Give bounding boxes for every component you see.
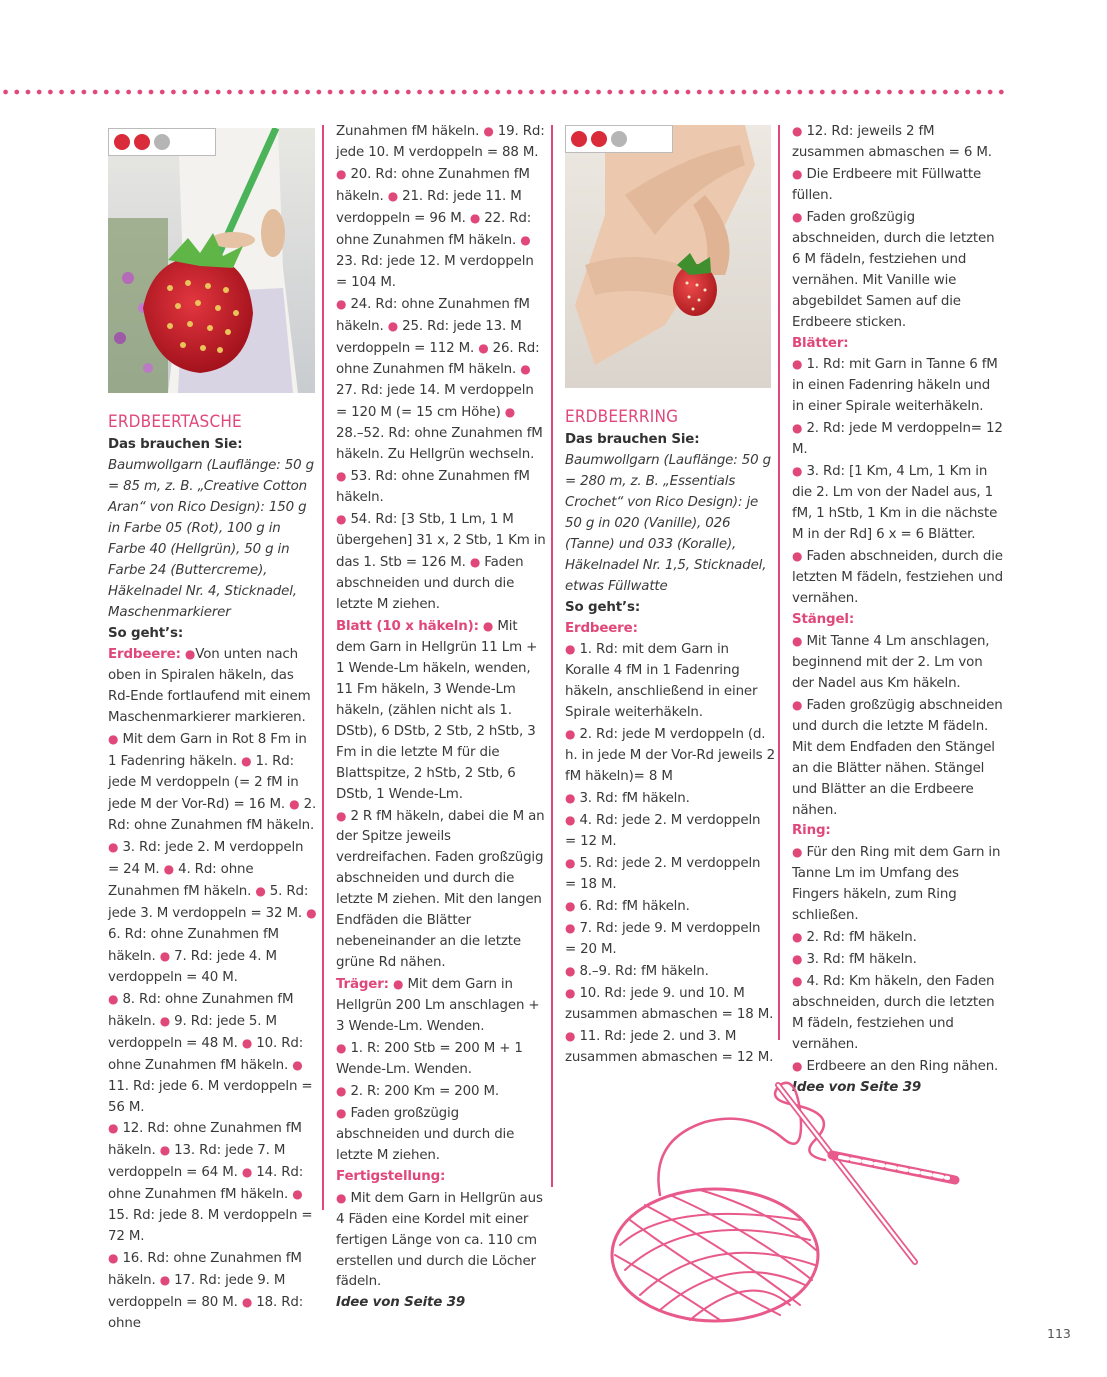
bullet-dot-icon: ●	[792, 845, 803, 860]
instructions-heading: So geht’s:	[565, 599, 641, 615]
instruction-text: 3. Rd: [1 Km, 4 Lm, 1 Km in die 2. Lm von der Nadel aus, 1 fM, 1 hStb, 1 Km in die nächste M in der Rd] 6 x = 6 Blätter.	[792, 464, 998, 543]
bullet-dot-icon: ●	[792, 974, 803, 989]
instruction-text: 19. Rd: jede 10. M verdoppeln = 88 M.	[336, 124, 545, 160]
yarn-and-crochet-hook-illustration	[600, 1070, 980, 1330]
instruction-text: 2. Rd: jede M verdoppeln= 12 M.	[792, 421, 1003, 458]
instruction-text: 9. Rd: jede 5. M verdoppeln = 48 M.	[108, 1013, 277, 1051]
materials-heading: Das brauchen Sie:	[565, 431, 700, 447]
bullet-dot-icon: ●	[504, 405, 516, 420]
bullet-dot-icon: ●	[792, 549, 803, 564]
bullet-dot-icon: ●	[565, 856, 576, 871]
instruction-text: 21. Rd: jede 11. M verdoppeln = 96 M.	[336, 188, 522, 226]
materials-text: Baumwollgarn (Lauflänge: 50 g = 280 m, z. B. „Essentials Crochet“ von Rico Design): je 50 g in 020 (Vanille), 026 (Tanne) und 033 (Koralle), Häkelnadel Nr. 1,5, Sticknadel, etwas Füllwatte	[565, 452, 771, 594]
materials-heading: Das brauchen Sie:	[108, 436, 243, 452]
instruction-text: 12. Rd: ohne Zunahmen fM häkeln.	[108, 1121, 302, 1159]
instruction-text: 11. Rd: jede 6. M verdoppeln = 56 M.	[108, 1078, 313, 1115]
instruction-text: 16. Rd: ohne Zunahmen fM häkeln.	[108, 1251, 302, 1289]
bullet-dot-icon: ●	[482, 618, 494, 633]
instruction-text: Zunahmen fM häkeln.	[336, 124, 480, 139]
bullet-dot-icon: ●	[336, 1083, 347, 1098]
materials-text: Baumwollgarn (Lauflänge: 50 g = 85 m, z. B. „Creative Cotton Aran“ von Rico Design): 150 g in Farbe 05 (Rot), 100 g in Farbe 40 (Hellgrün), 50 g in Farbe 24 (Buttercreme), Häkelnadel Nr. 4, Sticknadel, Maschenmarkierer	[108, 457, 314, 620]
instruction-text: 2. R: 200 Km = 200 M.	[350, 1083, 499, 1099]
bullet-dot-icon: ●	[565, 985, 576, 1000]
instruction-text: Faden großzügig abschneiden und durch die letzte M ziehen.	[336, 1105, 515, 1163]
bullet-dot-icon: ●	[336, 166, 347, 181]
bullet-dot-icon: ●	[478, 340, 489, 355]
instruction-text: 4. Rd: ohne Zunahmen fM häkeln.	[108, 862, 254, 899]
instruction-text: 2. Rd: jede M verdoppeln (d. h. in jede M der Vor-Rd jeweils 2 fM häkeln)= 8 M	[565, 727, 775, 785]
instruction-text: 1. Rd: mit dem Garn in Koralle 4 fM in 1 Fadenring häkeln, anschließend in einer Spirale weiterhäkeln.	[565, 642, 758, 721]
instruction-text: 4. Rd: Km häkeln, den Faden abschneiden, durch die letzten M fädeln, festziehen und vernähen.	[792, 974, 995, 1052]
bullet-dot-icon: ●	[159, 1273, 171, 1288]
instruction-text: 1. Rd: mit Garn in Tanne 6 fM in einen Fadenring häkeln und in einer Spirale weiterhäkeln.	[792, 357, 998, 415]
subheading: Stängel:	[792, 611, 855, 627]
strawberry-ring-photo	[565, 125, 771, 388]
subheading: Ring:	[792, 823, 831, 839]
bullet-dot-icon: ●	[241, 1035, 253, 1050]
column-separator	[551, 125, 553, 1187]
instruction-text: 2 R fM häkeln, dabei die M an der Spitze jeweils verdreifachen. Faden großzügig abschneiden und durch die letzte M ziehen. Mit den langen Endfäden die Blätter nebeneinander an die letzte grüne Rd nähen.	[336, 808, 545, 971]
bullet-dot-icon: ●	[336, 808, 347, 823]
instruction-text: Mit dem Garn in Hellgrün 11 Lm + 1 Wende-Lm häkeln, wenden, 11 Fm häkeln, 3 Wende-Lm häkeln, (zählen nicht als 1. DStb), 6 DStb, 2 Stb, 2 hStb, 3 Fm in die letzte M für die Blattspitze, 2 hStb, 2 Stb, 6 DStb, 1 Wende-Lm.	[336, 618, 538, 802]
instruction-text: 25. Rd: jede 13. M verdoppeln = 112 M.	[336, 318, 522, 356]
bullet-dot-icon: ●	[393, 977, 404, 992]
bullet-dot-icon: ●	[108, 840, 119, 855]
instruction-text: 10. Rd: jede 9. und 10. M zusammen abmaschen = 18 M.	[565, 985, 774, 1022]
bullet-dot-icon: ●	[792, 357, 803, 372]
instruction-text: 24. Rd: ohne Zunahmen fM häkeln.	[336, 296, 530, 334]
bullet-dot-icon: ●	[159, 1143, 171, 1158]
instruction-text: 26. Rd: ohne Zunahmen fM häkeln.	[336, 340, 540, 378]
bullet-dot-icon: ●	[292, 1187, 303, 1202]
bullet-dot-icon: ●	[792, 930, 803, 945]
bullet-dot-icon: ●	[792, 166, 803, 181]
instruction-text: 3. Rd: jede 2. M verdoppeln = 24 M.	[108, 840, 304, 878]
instructions-heading: So geht’s:	[108, 625, 184, 641]
bullet-dot-icon: ●	[241, 754, 252, 769]
instruction-text: 22. Rd: ohne Zunahmen fM häkeln.	[336, 210, 532, 248]
difficulty-badge	[108, 128, 216, 156]
bullet-dot-icon: ●	[565, 727, 576, 742]
bullet-dot-icon: ●	[469, 210, 481, 225]
bullet-dot-icon: ●	[108, 732, 119, 747]
column-erdbeerring-continued	[792, 121, 1004, 1099]
subheading: Blatt (10 x häkeln):	[336, 618, 479, 634]
instruction-text: 28.–52. Rd: ohne Zunahmen fM häkeln. Zu Hellgrün wechseln.	[336, 426, 543, 463]
bullet-dot-icon: ●	[483, 124, 494, 138]
bullet-dot-icon: ●	[792, 209, 803, 224]
difficulty-badge	[565, 125, 673, 153]
bullet-dot-icon: ●	[565, 791, 576, 806]
column-separator	[778, 125, 780, 1040]
instruction-text: 13. Rd: jede 7. M verdoppeln = 64 M.	[108, 1143, 286, 1181]
bullet-dot-icon: ●	[163, 862, 174, 877]
page-number: 113	[1047, 1326, 1071, 1341]
subheading: Träger:	[336, 977, 389, 993]
idea-reference: Idee von Seite 39	[336, 1295, 466, 1311]
bullet-dot-icon: ●	[255, 883, 266, 898]
subheading: Fertigstellung:	[336, 1168, 446, 1184]
instruction-text: 1. R: 200 Stb = 200 M + 1 Wende-Lm. Wenden.	[336, 1040, 523, 1077]
yarn-ball-red-icon	[571, 131, 587, 147]
column-separator	[322, 125, 324, 1210]
instruction-text: 2. Rd: ohne Zunahmen fM häkeln.	[108, 797, 317, 834]
bullet-dot-icon: ●	[520, 362, 531, 377]
instruction-text: 5. Rd: jede 3. M verdoppeln = 32 M.	[108, 883, 309, 921]
bullet-dot-icon: ●	[292, 1057, 303, 1072]
instruction-text: Mit Tanne 4 Lm anschlagen, beginnend mit der 2. Lm von der Nadel aus Km häkeln.	[792, 633, 990, 691]
bullet-dot-icon: ●	[792, 633, 803, 648]
yarn-ball-red-icon	[134, 134, 150, 150]
instruction-text: Mit dem Garn in Hellgrün 200 Lm anschlagen + 3 Wende-Lm. Wenden.	[336, 977, 540, 1035]
yarn-ball-red-icon	[114, 134, 130, 150]
instruction-text: 12. Rd: jeweils 2 fM zusammen abmaschen = 6 M.	[792, 124, 992, 160]
bullet-dot-icon: ●	[565, 898, 576, 913]
bullet-dot-icon: ●	[241, 1295, 253, 1310]
bullet-dot-icon: ●	[792, 464, 803, 479]
bullet-dot-icon: ●	[792, 697, 803, 712]
bullet-dot-icon: ●	[565, 920, 576, 935]
strawberry-bag-photo	[108, 128, 315, 393]
bullet-dot-icon: ●	[241, 1165, 253, 1180]
bullet-dot-icon: ●	[289, 797, 300, 812]
instruction-text: 6. Rd: fM häkeln.	[579, 898, 690, 914]
idea-reference: Idee von Seite 39	[792, 1079, 922, 1095]
instruction-text: 18. Rd: ohne	[108, 1295, 304, 1332]
bullet-dot-icon: ●	[336, 469, 347, 484]
bullet-dot-icon: ●	[565, 1028, 576, 1043]
bullet-dot-icon: ●	[306, 905, 317, 920]
bullet-dot-icon: ●	[520, 232, 531, 247]
instruction-text: 10. Rd: ohne Zunahmen fM häkeln.	[108, 1035, 304, 1073]
instruction-text: 4. Rd: jede 2. M verdoppeln = 12 M.	[565, 813, 761, 850]
bullet-dot-icon: ●	[792, 1058, 803, 1073]
instruction-text: 23. Rd: jede 12. M verdoppeln = 104 M.	[336, 253, 534, 290]
bullet-dot-icon: ●	[565, 642, 576, 657]
bullet-dot-icon: ●	[792, 421, 803, 436]
instruction-text: Faden abschneiden, durch die letzten M fädeln, festziehen und vernähen.	[792, 549, 1003, 606]
instruction-text: 2. Rd: fM häkeln.	[806, 930, 917, 946]
column-erdbeertasche	[108, 412, 318, 1335]
dotted-divider	[0, 88, 1005, 96]
instruction-text: 3. Rd: fM häkeln.	[579, 791, 690, 807]
instruction-text: 7. Rd: jede 4. M verdoppeln = 40 M.	[108, 948, 277, 985]
section-title: ERDBEERRING	[565, 407, 679, 427]
instruction-text: Erdbeere an den Ring nähen.	[806, 1058, 999, 1074]
instruction-text: 27. Rd: jede 14. M verdoppeln = 120 M (= 15 cm Höhe)	[336, 383, 534, 421]
yarn-ball-grey-icon	[154, 134, 170, 150]
yarn-ball-red-icon	[591, 131, 607, 147]
instruction-text: 5. Rd: jede 2. M verdoppeln = 18 M.	[565, 856, 761, 892]
instruction-text: Mit dem Garn in Rot 8 Fm in 1 Fadenring häkeln.	[108, 732, 307, 770]
instruction-text: 53. Rd: ohne Zunahmen fM häkeln.	[336, 469, 530, 506]
bullet-dot-icon: ●	[387, 188, 399, 203]
bullet-dot-icon: ●	[336, 1105, 347, 1120]
instruction-text: Für den Ring mit dem Garn in Tanne Lm im Umfang des Fingers häkeln, zum Ring schließen.	[792, 845, 1001, 924]
instruction-text: 15. Rd: jede 8. M verdoppeln = 72 M.	[108, 1208, 313, 1245]
instruction-text: Von unten nach oben in Spiralen häkeln, das Rd-Ende fortlaufend mit einem Maschenmarkierer markieren.	[108, 647, 311, 726]
instruction-text: 3. Rd: fM häkeln.	[806, 952, 917, 968]
subheading: Erdbeere:	[108, 647, 181, 663]
bullet-dot-icon: ●	[108, 991, 119, 1006]
subheading: Erdbeere:	[565, 620, 638, 636]
instruction-text: 17. Rd: jede 9. M verdoppeln = 80 M.	[108, 1273, 286, 1311]
bullet-dot-icon: ●	[387, 318, 399, 333]
instruction-text: 7. Rd: jede 9. M verdoppeln = 20 M.	[565, 920, 761, 957]
bullet-dot-icon: ●	[159, 948, 171, 963]
column-erdbeerring	[565, 407, 775, 1069]
yarn-ball-grey-icon	[611, 131, 627, 147]
bullet-dot-icon: ●	[336, 512, 347, 527]
instruction-text: 6. Rd: ohne Zunahmen fM häkeln.	[108, 926, 279, 964]
bullet-dot-icon: ●	[159, 1013, 171, 1028]
instruction-text: Mit dem Garn in Hellgrün aus 4 Fäden eine Kordel mit einer fertigen Länge von ca. 110 cm erstellen und durch die Löcher fädeln.	[336, 1190, 543, 1290]
instruction-text: 14. Rd: ohne Zunahmen fM häkeln.	[108, 1165, 304, 1203]
subheading: Blätter:	[792, 335, 849, 351]
instruction-text: Faden großzügig abschneiden, durch die letzten 6 M fädeln, festziehen und vernähen. Mit Vanille wie abgebildet Samen auf die Erdbeere sticken.	[792, 209, 995, 330]
instruction-text: Faden großzügig abschneiden und durch die letzte M fädeln. Mit dem Endfaden den Stängel an die Blätter nähen. Stängel und Blätter an die Erdbeere nähen.	[792, 697, 1003, 818]
instruction-text: 11. Rd: jede 2. und 3. M zusammen abmaschen = 12 M.	[565, 1028, 774, 1065]
bullet-dot-icon: ●	[336, 1190, 347, 1205]
bullet-dot-icon: ●	[336, 296, 347, 311]
bullet-dot-icon: ●	[336, 1040, 347, 1055]
bullet-dot-icon: ●	[108, 1121, 119, 1136]
instruction-text: Die Erdbeere mit Füllwatte füllen.	[792, 166, 982, 203]
instruction-text: 1. Rd: jede M verdoppeln (= 2 fM in jede M der Vor-Rd) = 16 M.	[108, 754, 299, 813]
bullet-dot-icon: ●	[184, 647, 196, 662]
bullet-dot-icon: ●	[469, 555, 481, 570]
bullet-dot-icon: ●	[792, 124, 803, 138]
instruction-text: 8. Rd: ohne Zunahmen fM häkeln.	[108, 991, 294, 1029]
bullet-dot-icon: ●	[108, 1251, 119, 1266]
instruction-text: Faden abschneiden und durch die letzte M ziehen.	[336, 555, 524, 612]
instruction-text: 54. Rd: [3 Stb, 1 Lm, 1 M übergehen] 31 x, 2 Stb, 1 Km in das 1. Stb = 126 M.	[336, 512, 546, 571]
bullet-dot-icon: ●	[792, 952, 803, 967]
instruction-text: 8.–9. Rd: fM häkeln.	[579, 963, 709, 979]
instruction-text: 20. Rd: ohne Zunahmen fM häkeln.	[336, 166, 530, 204]
bullet-dot-icon: ●	[565, 813, 576, 828]
bullet-dot-icon: ●	[565, 963, 576, 978]
column-erdbeertasche-continued	[336, 121, 546, 1314]
section-title: ERDBEERTASCHE	[108, 412, 242, 432]
